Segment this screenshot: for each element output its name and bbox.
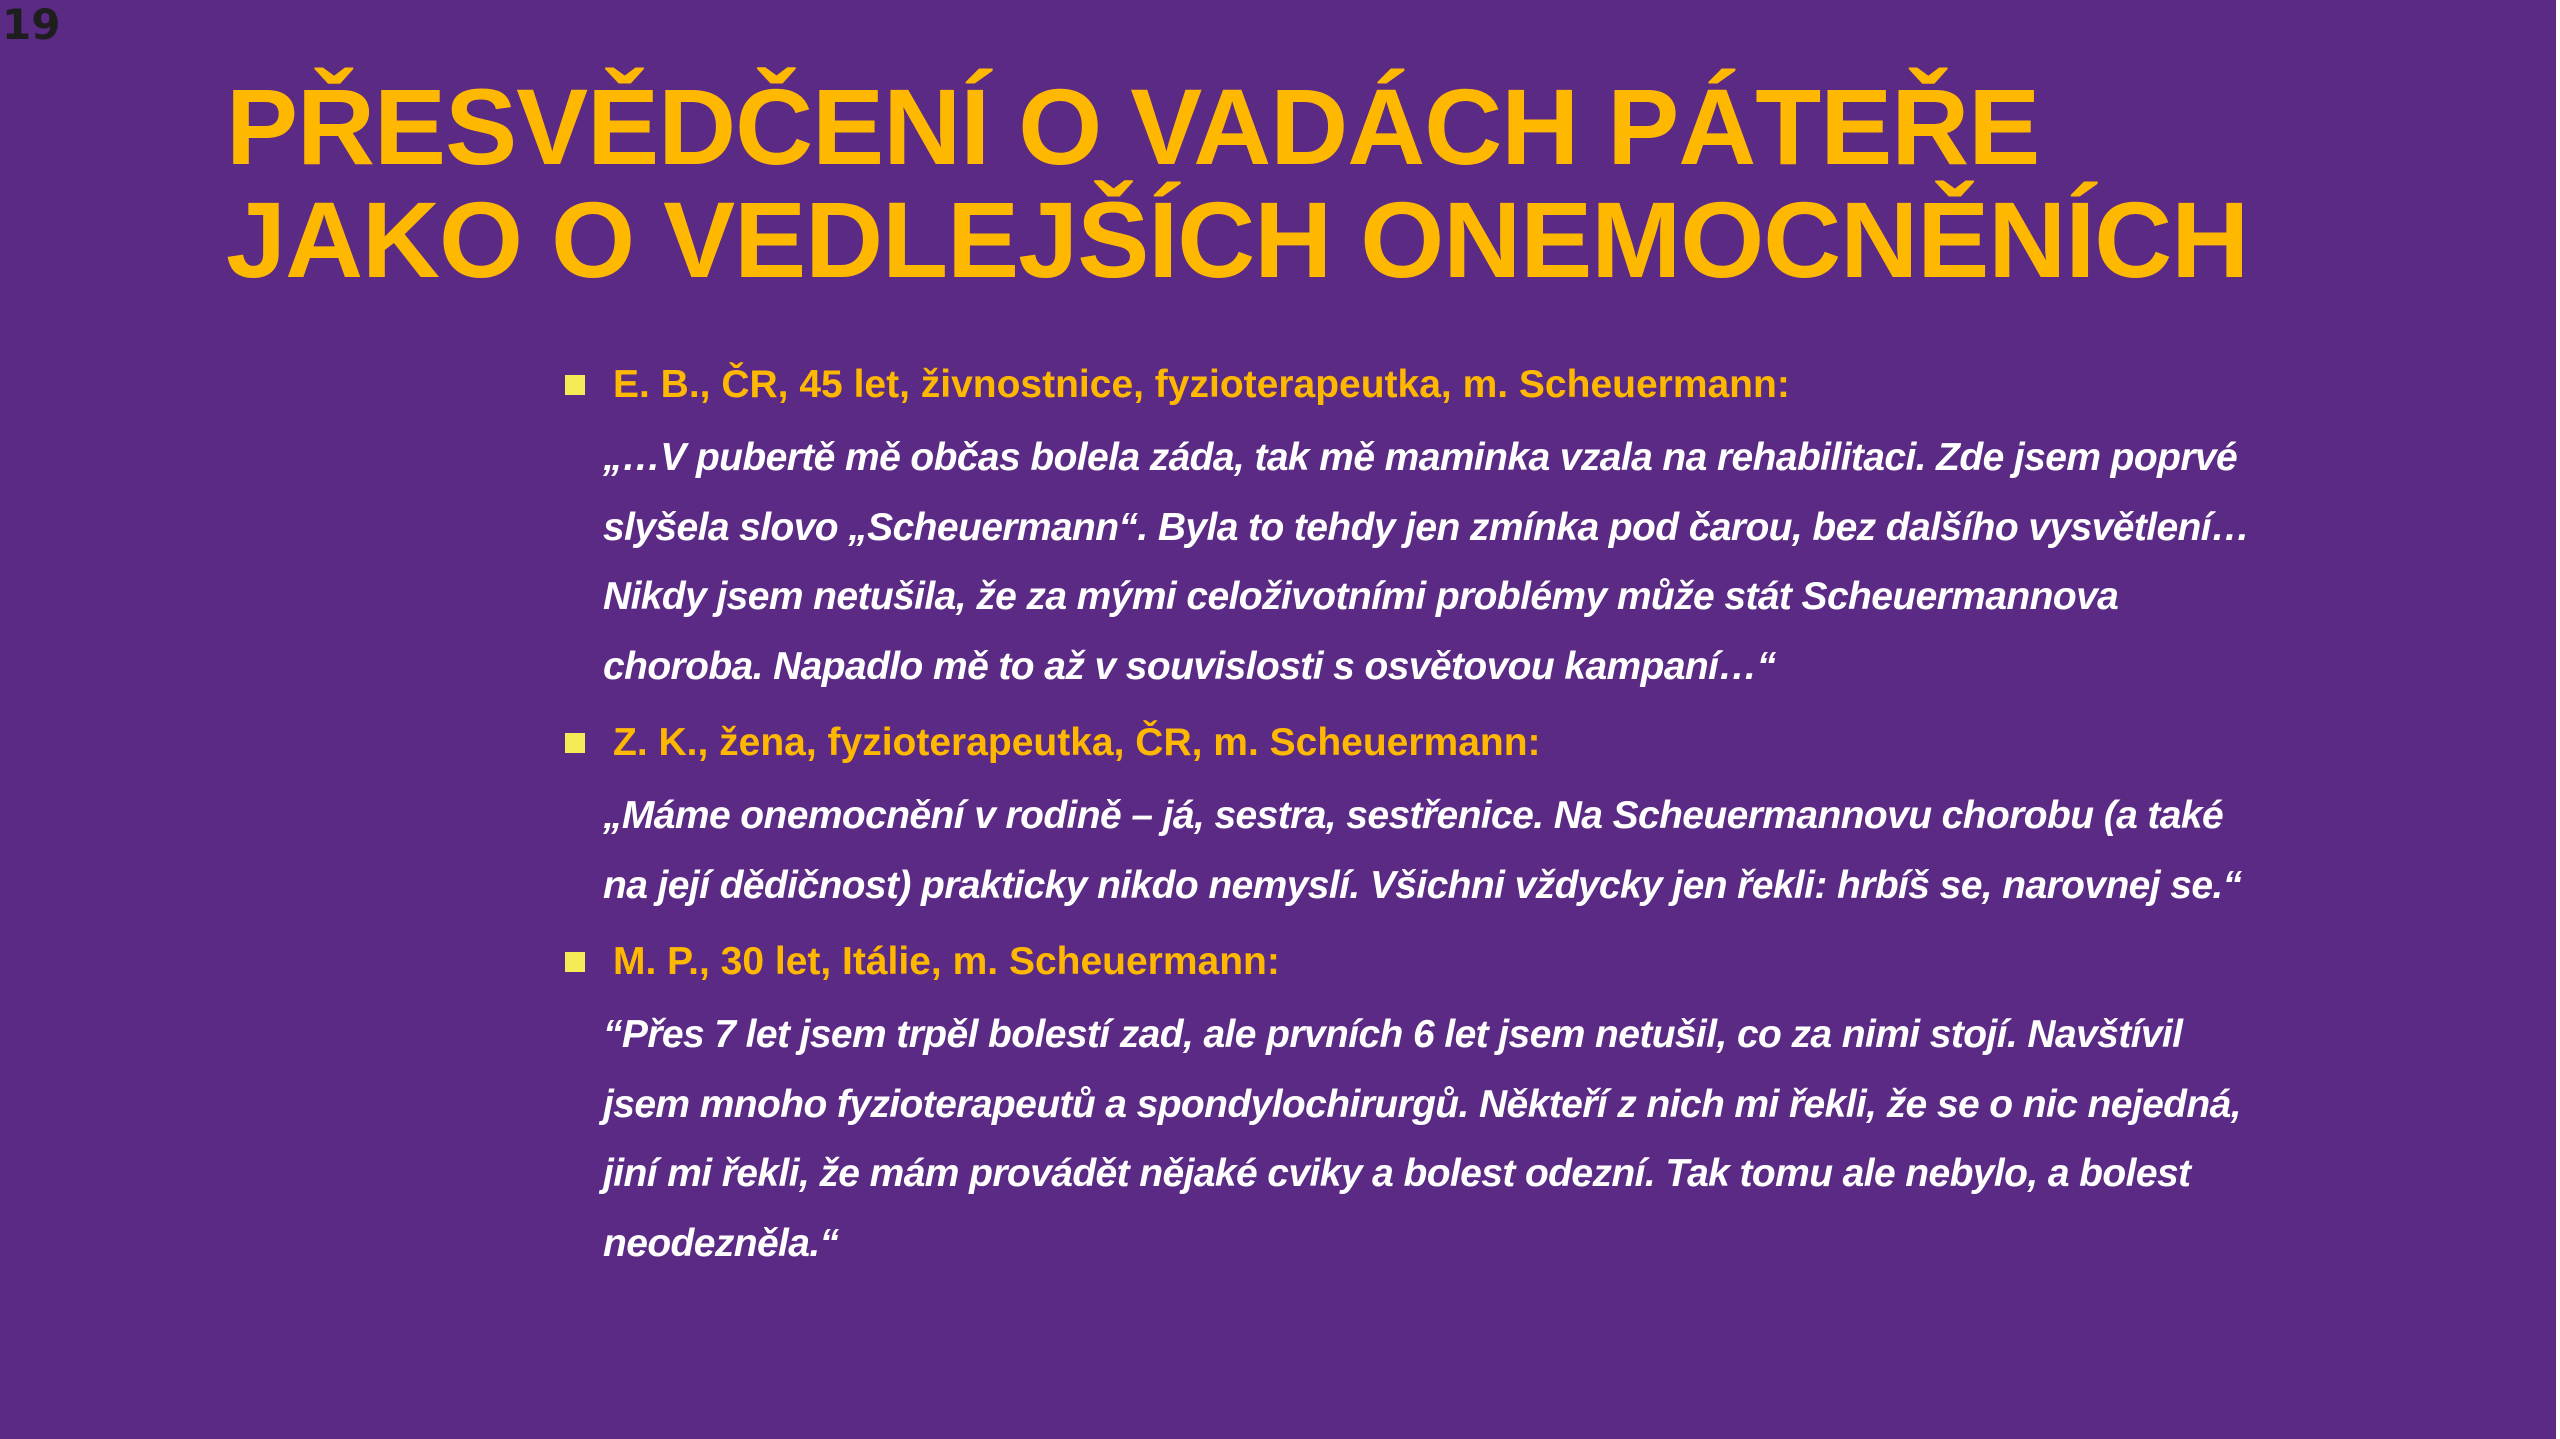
testimonial-item [565,932,2385,1278]
quote-line: na její dědičnost) prakticky nikdo nemyslí. Všichni vždycky jen řekli: hrbíš se, narovnej se.“ [603,863,2242,907]
window-edge [2556,0,2560,1439]
quote-line: „…V pubertě mě občas bolela záda, tak mě maminka vzala na rehabilitaci. Zde jsem poprvé [603,436,2238,479]
testimonial-list [565,355,2385,1290]
quote-line: „Máme onemocnění v rodině – já, sestra, sestřenice. Na Scheuermannovu chorobu (a také [603,794,2224,837]
quote-line: choroba. Napadlo mě to až v souvislosti s osvětovou kampaní…“ [603,644,1776,688]
testimonial-author: M. P., 30 let, Itálie, m. Scheuermann: [613,940,1280,983]
quote-line: slyšela slovo „Scheuermann“. Byla to tehdy jen zmínka pod čarou, bez dalšího vysvětlení… [603,505,2250,549]
slide-number: 19 [2,0,61,49]
testimonial-quote [603,781,2385,920]
quote-line: jiní mi řekli, že mám provádět nějaké cviky a bolest odezní. Tak tomu ale nebylo, a bolest [603,1152,2191,1195]
quote-line: Nikdy jsem netušila, že za mými celoživotními problémy může stát Scheuermannova [603,575,2119,618]
testimonial-quote [603,1000,2385,1278]
testimonial-author: Z. K., žena, fyzioterapeutka, ČR, m. Scheuermann: [613,721,1541,764]
quote-line: neodezněla.“ [603,1221,839,1265]
testimonial-author: E. B., ČR, 45 let, živnostnice, fyzioterapeutka, m. Scheuermann: [613,363,1790,406]
testimonial-item [565,355,2385,701]
square-bullet-icon [565,733,585,753]
testimonial-quote [603,423,2385,701]
quote-line: jsem mnoho fyzioterapeutů a spondylochirurgů. Někteří z nich mi řekli, že se o nic nejedná, [603,1082,2241,1126]
quote-line: “Přes 7 let jsem trpěl bolestí zad, ale prvních 6 let jsem netušil, co za nimi stojí. Navštívil [603,1013,2183,1056]
testimonial-item [565,713,2385,920]
slide-title-line: JAKO O VEDLEJŠÍCH ONEMOCNĚNÍCH [226,179,2249,300]
slide-title-line: PŘESVĚDČENÍ O VADÁCH PÁTEŘE [226,66,2040,187]
testimonial-header [565,713,2385,773]
testimonial-header [565,932,2385,992]
slide-title [226,66,2476,300]
square-bullet-icon [565,375,585,395]
testimonial-header [565,355,2385,415]
square-bullet-icon [565,952,585,972]
